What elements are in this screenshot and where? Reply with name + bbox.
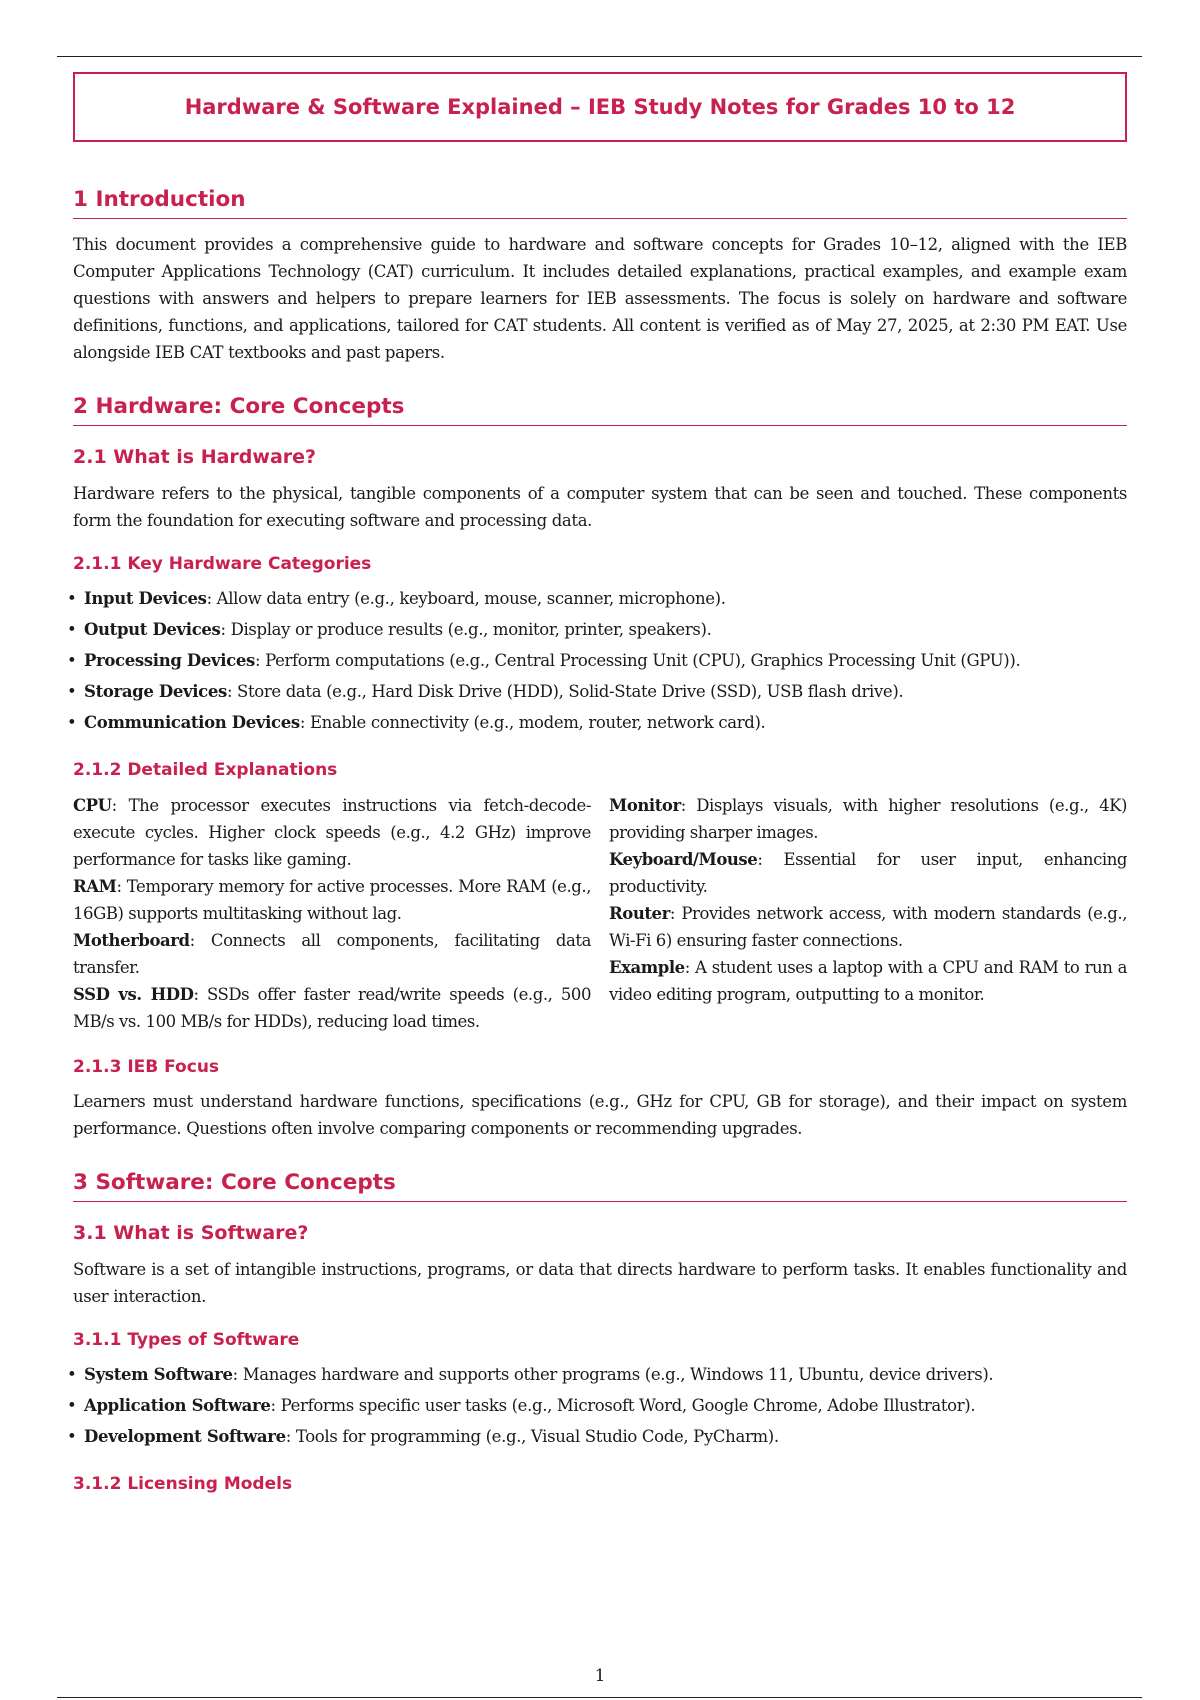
detail-entry-ssd-hdd: SSD vs. HDD: SSDs offer faster read/write speeds (e.g., 500 MB/s vs. 100 MB/s for HDDs), reducing load times.: [73, 985, 591, 1031]
list-item: • Communication Devices: Enable connectivity (e.g., modem, router, network card).: [67, 713, 766, 732]
section-hardware-heading: 2 Hardware: Core Concepts: [73, 394, 1127, 426]
footer-rule: [57, 1697, 1142, 1698]
detail-entry-cpu: CPU: The processor executes instructions via fetch-decode-execute cycles. Higher clock speeds (e.g., 4.2 GHz) improve performance for tasks like gaming.: [73, 796, 591, 869]
key-hardware-categories-heading: 2.1.1 Key Hardware Categories: [73, 554, 372, 574]
section-introduction-heading: 1 Introduction: [73, 187, 1127, 219]
detail-entry-monitor: Monitor: Displays visuals, with higher resolutions (e.g., 4K) providing sharper images.: [609, 796, 1127, 842]
list-item: • Input Devices: Allow data entry (e.g., keyboard, mouse, scanner, microphone).: [67, 589, 726, 608]
title-box: [73, 72, 1127, 142]
detail-entry-router: Router: Provides network access, with modern standards (e.g., Wi-Fi 6) ensuring faster connections.: [609, 904, 1127, 950]
list-item: • Processing Devices: Perform computations (e.g., Central Processing Unit (CPU), Graphics Processing Unit (GPU)).: [67, 651, 1021, 670]
header-rule: [57, 56, 1142, 57]
document-page: [67, 72, 1127, 1494]
list-item: • Development Software: Tools for programming (e.g., Visual Studio Code, PyCharm).: [67, 1427, 779, 1446]
detail-entry-example: Example: A student uses a laptop with a CPU and RAM to run a video editing program, outputting to a monitor.: [609, 958, 1127, 1004]
page-number: 1: [594, 1666, 606, 1686]
what-is-hardware-paragraph: Hardware refers to the physical, tangible components of a computer system that can be seen and touched. These components form the foundation for executing software and processing data.: [73, 484, 1127, 530]
what-is-hardware-heading: 2.1 What is Hardware?: [73, 446, 317, 468]
list-item: • Output Devices: Display or produce results (e.g., monitor, printer, speakers).: [67, 620, 712, 639]
introduction-paragraph: This document provides a comprehensive guide to hardware and software concepts for Grades 10–12, aligned with the IEB Computer Applications Technology (CAT) curriculum. It includes detailed explanations, practical examples, and example exam questions with answers and helpers to prepare learners for IEB assessments. The focus is solely on hardware and software definitions, functions, and applications, tailored for CAT students. All content is verified as of May 27, 2025, at 2:30 PM EAT. Use alongside IEB CAT textbooks and past papers.: [73, 235, 1127, 362]
detailed-explanations-heading: 2.1.2 Detailed Explanations: [73, 760, 338, 780]
licensing-models-heading: 3.1.2 Licensing Models: [73, 1474, 293, 1494]
detail-entry-keyboard-mouse: Keyboard/Mouse: Essential for user input, enhancing productivity.: [609, 850, 1127, 896]
detailed-explanations-columns: [73, 792, 1127, 1035]
document-title: Hardware & Software Explained – IEB Study Notes for Grades 10 to 12: [184, 95, 1016, 119]
detail-entry-motherboard: Motherboard: Connects all components, facilitating data transfer.: [73, 931, 591, 977]
section-software-heading: 3 Software: Core Concepts: [73, 1170, 1127, 1202]
list-item: • System Software: Manages hardware and supports other programs (e.g., Windows 11, Ubuntu, device drivers).: [67, 1365, 994, 1384]
hardware-categories-list: [67, 583, 1127, 738]
list-item: • Storage Devices: Store data (e.g., Hard Disk Drive (HDD), Solid-State Drive (SSD), USB flash drive).: [67, 682, 904, 701]
what-is-software-paragraph: Software is a set of intangible instructions, programs, or data that directs hardware to perform tasks. It enables functionality and user interaction.: [73, 1260, 1127, 1306]
software-types-list: [67, 1359, 1127, 1452]
detail-entry-ram: RAM: Temporary memory for active processes. More RAM (e.g., 16GB) supports multitasking without lag.: [73, 877, 591, 923]
ieb-focus-paragraph: Learners must understand hardware functions, specifications (e.g., GHz for CPU, GB for storage), and their impact on system performance. Questions often involve comparing components or recommending upgrades.: [73, 1092, 1127, 1138]
what-is-software-heading: 3.1 What is Software?: [73, 1222, 309, 1244]
types-of-software-heading: 3.1.1 Types of Software: [73, 1330, 300, 1350]
list-item: • Application Software: Performs specific user tasks (e.g., Microsoft Word, Google Chrome, Adobe Illustrator).: [67, 1396, 976, 1415]
ieb-focus-heading: 2.1.3 IEB Focus: [73, 1057, 220, 1077]
detailed-left-column: [73, 792, 591, 1035]
detailed-right-column: [609, 792, 1127, 1035]
